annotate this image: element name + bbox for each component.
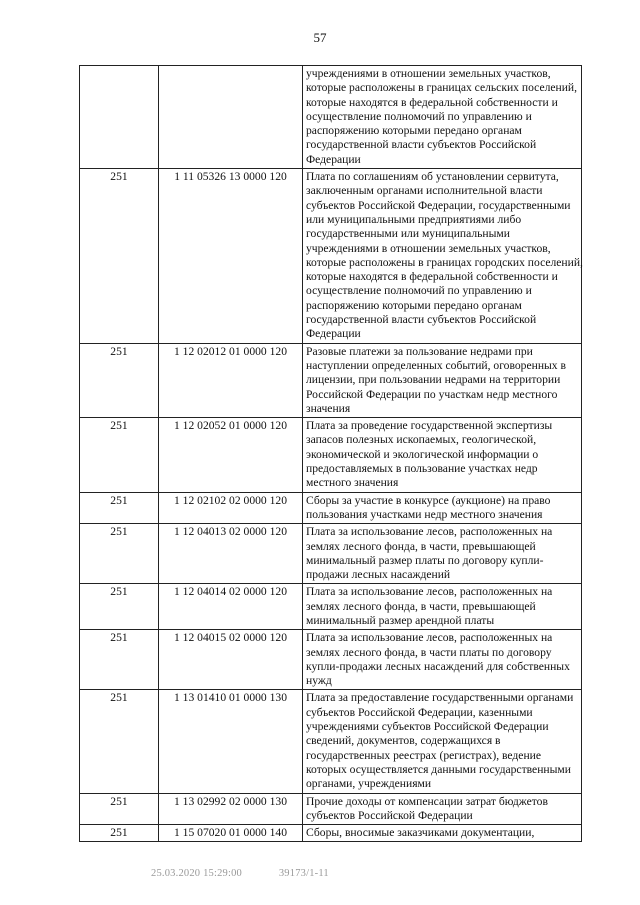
description-line: государственных реестрах (регистрах), ведение xyxy=(306,748,541,762)
description-line: сведений, документов, содержащихся в xyxy=(306,734,501,748)
description-line: запасов полезных ископаемых, геологической, xyxy=(306,433,537,447)
revenue-code-cell: 1 13 02992 02 0000 130 xyxy=(159,793,303,825)
revenue-description-cell xyxy=(303,343,582,417)
description-line: Плата за использование лесов, расположенных на xyxy=(306,525,553,539)
revenue-description-cell xyxy=(303,630,582,690)
admin-code-cell: 251 xyxy=(80,793,159,825)
description-line: которых осуществляется данными государственными xyxy=(306,762,571,776)
revenue-code-cell: 1 12 02012 01 0000 120 xyxy=(159,343,303,417)
revenue-codes-table xyxy=(79,65,582,842)
description-line: минимальный размер арендной платы xyxy=(306,613,495,627)
admin-code-cell: 251 xyxy=(80,169,159,344)
description-line: землях лесного фонда, в части платы по договору xyxy=(306,645,552,659)
page-footer xyxy=(151,868,363,879)
revenue-description-cell xyxy=(303,418,582,492)
revenue-code-cell: 1 12 02102 02 0000 120 xyxy=(159,492,303,524)
revenue-code-cell: 1 12 02052 01 0000 120 xyxy=(159,418,303,492)
description-line: Плата по соглашениям об установлении сервитута, xyxy=(306,170,559,184)
description-line: осуществление полномочий по управлению и xyxy=(306,109,532,123)
description-line: Федерации xyxy=(306,327,361,341)
description-line: Сборы, вносимые заказчиками документации, xyxy=(306,826,535,840)
description-line: субъектов Российской Федерации, государственными xyxy=(306,198,571,212)
description-line: заключенным органами исполнительной власти xyxy=(306,184,543,198)
table-row xyxy=(80,584,582,630)
description-line: землях лесного фонда, в части, превышающей xyxy=(306,539,536,553)
description-line: продажи лесных насаждений xyxy=(306,568,451,582)
description-line: которые расположены в границах сельских поселений, xyxy=(306,81,578,95)
description-line: пользования участками недр местного значения xyxy=(306,507,543,521)
description-line: Сборы за участие в конкурсе (аукционе) на право xyxy=(306,493,551,507)
revenue-description-cell xyxy=(303,584,582,630)
description-line: Плата за использование лесов, расположенных на xyxy=(306,631,553,645)
revenue-code-cell: 1 15 07020 01 0000 140 xyxy=(159,825,303,842)
description-line: Плата за проведение государственной экспертизы xyxy=(306,419,553,433)
admin-code-cell: 251 xyxy=(80,343,159,417)
description-line: наступлении определенных событий, оговоренных в xyxy=(306,358,566,372)
table-row xyxy=(80,524,582,584)
table-body xyxy=(80,66,582,842)
table-row xyxy=(80,793,582,825)
description-line: органами, учреждениями xyxy=(306,777,432,791)
description-line: купли-продажи лесных насаждений для собственных xyxy=(306,659,570,673)
description-line: Прочие доходы от компенсации затрат бюджетов xyxy=(306,794,548,808)
table-row xyxy=(80,169,582,344)
table-row xyxy=(80,492,582,524)
description-line: экономической и экологической информации о xyxy=(306,447,539,461)
revenue-description-cell xyxy=(303,66,582,169)
description-line: предоставляемых в пользование участках недр xyxy=(306,462,538,476)
description-line: осуществление полномочий по управлению и xyxy=(306,284,532,298)
footer-document-id: 39173/1-11 xyxy=(278,868,329,879)
revenue-code-cell: 1 13 01410 01 0000 130 xyxy=(159,690,303,793)
description-line: учреждениями в отношении земельных участков, xyxy=(306,241,551,255)
description-line: лицензии, при пользовании недрами на территории xyxy=(306,373,561,387)
revenue-description-cell xyxy=(303,524,582,584)
description-line: которые находятся в федеральной собственности и xyxy=(306,95,558,109)
table-row xyxy=(80,690,582,793)
description-line: значения xyxy=(306,401,351,415)
revenue-description-cell xyxy=(303,793,582,825)
description-line: учреждениями субъектов Российской Федерации xyxy=(306,720,549,734)
admin-code-cell xyxy=(80,66,159,169)
revenue-code-cell: 1 12 04013 02 0000 120 xyxy=(159,524,303,584)
description-line: государственными или муниципальными xyxy=(306,227,510,241)
revenue-code-cell: 1 12 04015 02 0000 120 xyxy=(159,630,303,690)
description-line: нужд xyxy=(306,674,332,688)
table-row xyxy=(80,418,582,492)
description-line: которые расположены в границах городских поселений, xyxy=(306,255,583,269)
revenue-description-cell xyxy=(303,169,582,344)
admin-code-cell: 251 xyxy=(80,418,159,492)
description-line: местного значения xyxy=(306,476,399,490)
description-line: распоряжению которыми передано органам xyxy=(306,298,522,312)
admin-code-cell: 251 xyxy=(80,524,159,584)
description-line: минимальный размер платы по договору купли- xyxy=(306,553,544,567)
revenue-code-cell xyxy=(159,66,303,169)
revenue-description-cell xyxy=(303,690,582,793)
admin-code-cell: 251 xyxy=(80,825,159,842)
description-line: распоряжению которыми передано органам xyxy=(306,124,522,138)
revenue-description-cell xyxy=(303,825,582,842)
description-line: Плата за использование лесов, расположенных на xyxy=(306,585,553,599)
admin-code-cell: 251 xyxy=(80,630,159,690)
description-line: Разовые платежи за пользование недрами при xyxy=(306,344,533,358)
description-line: Федерации xyxy=(306,152,361,166)
table-row xyxy=(80,343,582,417)
revenue-code-cell: 1 12 04014 02 0000 120 xyxy=(159,584,303,630)
description-line: субъектов Российской Федерации, казенными xyxy=(306,705,533,719)
table-row xyxy=(80,825,582,842)
description-line: землях лесного фонда, в части, превышающей xyxy=(306,599,536,613)
description-line: субъектов Российской Федерации xyxy=(306,808,473,822)
admin-code-cell: 251 xyxy=(80,492,159,524)
description-line: государственной власти субъектов Российской xyxy=(306,138,537,152)
admin-code-cell: 251 xyxy=(80,584,159,630)
table-row xyxy=(80,66,582,169)
description-line: которые находятся в федеральной собственности и xyxy=(306,270,558,284)
footer-timestamp: 25.03.2020 15:29:00 xyxy=(151,868,243,879)
revenue-code-cell: 1 11 05326 13 0000 120 xyxy=(159,169,303,344)
revenue-description-cell xyxy=(303,492,582,524)
description-line: Плата за предоставление государственными органами xyxy=(306,691,574,705)
page-number: 57 xyxy=(313,30,327,45)
description-line: Российской Федерации по участкам недр местного xyxy=(306,387,558,401)
description-line: учреждениями в отношении земельных участков, xyxy=(306,67,551,80)
description-line: государственной власти субъектов Российской xyxy=(306,313,537,327)
admin-code-cell: 251 xyxy=(80,690,159,793)
description-line: или муниципальными предприятиями либо xyxy=(306,212,522,226)
table-row xyxy=(80,630,582,690)
